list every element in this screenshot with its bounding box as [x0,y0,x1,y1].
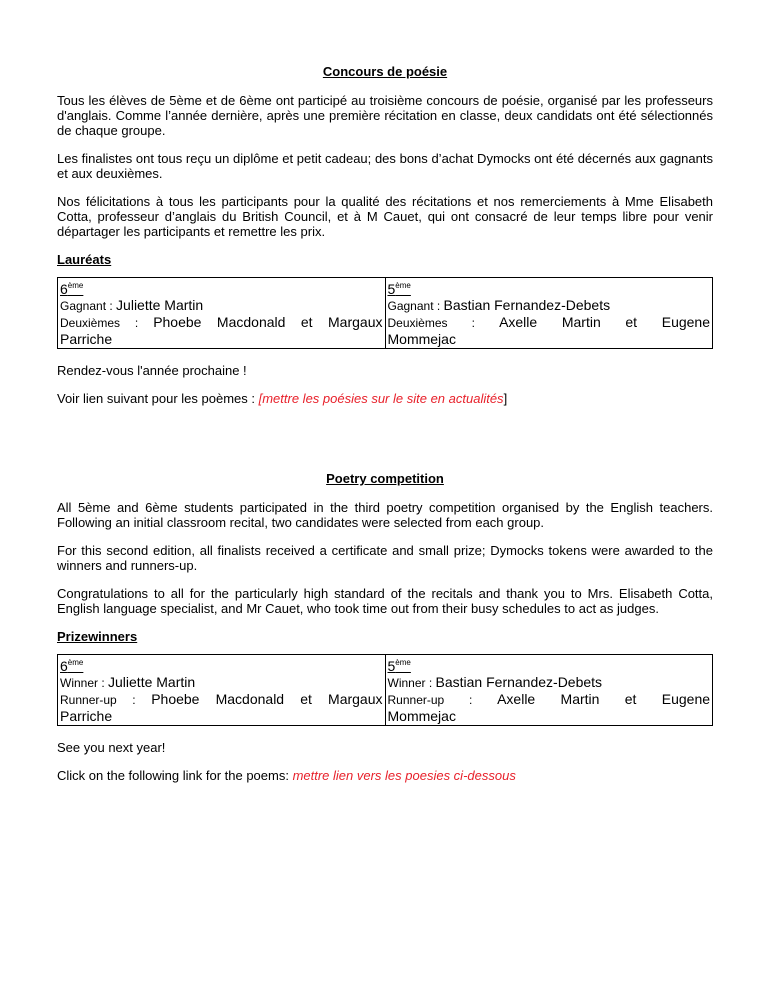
english-winners-heading: Prizewinners [57,629,138,644]
french-winners-heading: Lauréats [57,252,112,267]
winner-name: Juliette Martin [116,297,204,313]
french-winners-table [57,277,713,349]
winner-name: Juliette Martin [108,674,196,690]
runner-up-names: Axelle Martin et Eugene [497,691,711,707]
grade-label: 6ème [60,658,84,674]
english-grade-6-cell: 6ème Winner : Juliette Martin Runner-up : Phoebe Macdonald et Margaux Parriche [58,655,386,726]
runner-up-names: Axelle Martin et Eugene [499,314,710,330]
french-grade-6-cell: 6ème Gagnant : Juliette Martin Deuxièmes : Phoebe Macdonald et Margaux Parriche [58,278,386,349]
french-link-line: Voir lien suivant pour les poèmes : [mettre les poésies sur le site en actualités] [57,391,508,406]
winner-name: Bastian Fernandez-Debets [435,674,603,690]
english-link-line: Click on the following link for the poems: mettre lien vers les poesies ci-dessous [57,768,516,783]
runner-up-names: Phoebe Macdonald et Margaux [153,314,383,330]
french-grade-5-cell: 5ème Gagnant : Bastian Fernandez-Debets Deuxièmes : Axelle Martin et Eugene Mommejac [385,278,713,349]
grade-label: 5ème [387,658,411,674]
french-paragraph-2: Les finalistes ont tous reçu un diplôme et petit cadeau; des bons d’achat Dymocks ont été décernés aux gagnants et aux deuxièmes. [57,151,713,181]
document-page [57,64,713,796]
english-paragraph-3: Congratulations to all for the particularly high standard of the recitals and thank you to Mrs. Elisabeth Cotta, English language specialist, and Mr Cauet, who took time out from their busy schedules to act as judges. [57,586,713,616]
english-title: Poetry competition [326,471,444,486]
english-paragraph-1: All 5ème and 6ème students participated in the third poetry competition organised by the English teachers. Following an initial classroom recital, two candidates were selected from each group. [57,500,713,530]
french-title: Concours de poésie [322,64,448,79]
french-closing: Rendez-vous l'année prochaine ! [57,363,247,378]
english-poems-link[interactable]: mettre lien vers les poesies ci-dessous [292,768,516,783]
english-closing: See you next year! [57,740,166,755]
grade-label: 5ème [387,281,411,297]
runner-up-names: Phoebe Macdonald et Margaux [151,691,383,707]
french-paragraph-1: Tous les élèves de 5ème et de 6ème ont participé au troisième concours de poésie, organisé par les professeurs d'anglais. Comme l’année dernière, après une première récitation en classe, deux candidats ont été sélectionnés de chaque groupe. [57,93,713,138]
english-winners-table [57,654,713,726]
grade-label: 6ème [60,281,84,297]
winner-name: Bastian Fernandez-Debets [443,297,611,313]
french-paragraph-3: Nos félicitations à tous les participants pour la qualité des récitations et nos remerciements à Mme Elisabeth Cotta, professeur d’anglais du British Council, et à M Cauet, qui ont consacré de leur temps libre pour venir départager les participants et remettre les prix. [57,194,713,239]
english-grade-5-cell: 5ème Winner : Bastian Fernandez-Debets Runner-up : Axelle Martin et Eugene Mommejac [385,655,713,726]
french-poems-link[interactable]: [mettre les poésies sur le site en actualités [258,391,504,406]
english-paragraph-2: For this second edition, all finalists received a certificate and small prize; Dymocks tokens were awarded to the winners and runners-up. [57,543,713,573]
